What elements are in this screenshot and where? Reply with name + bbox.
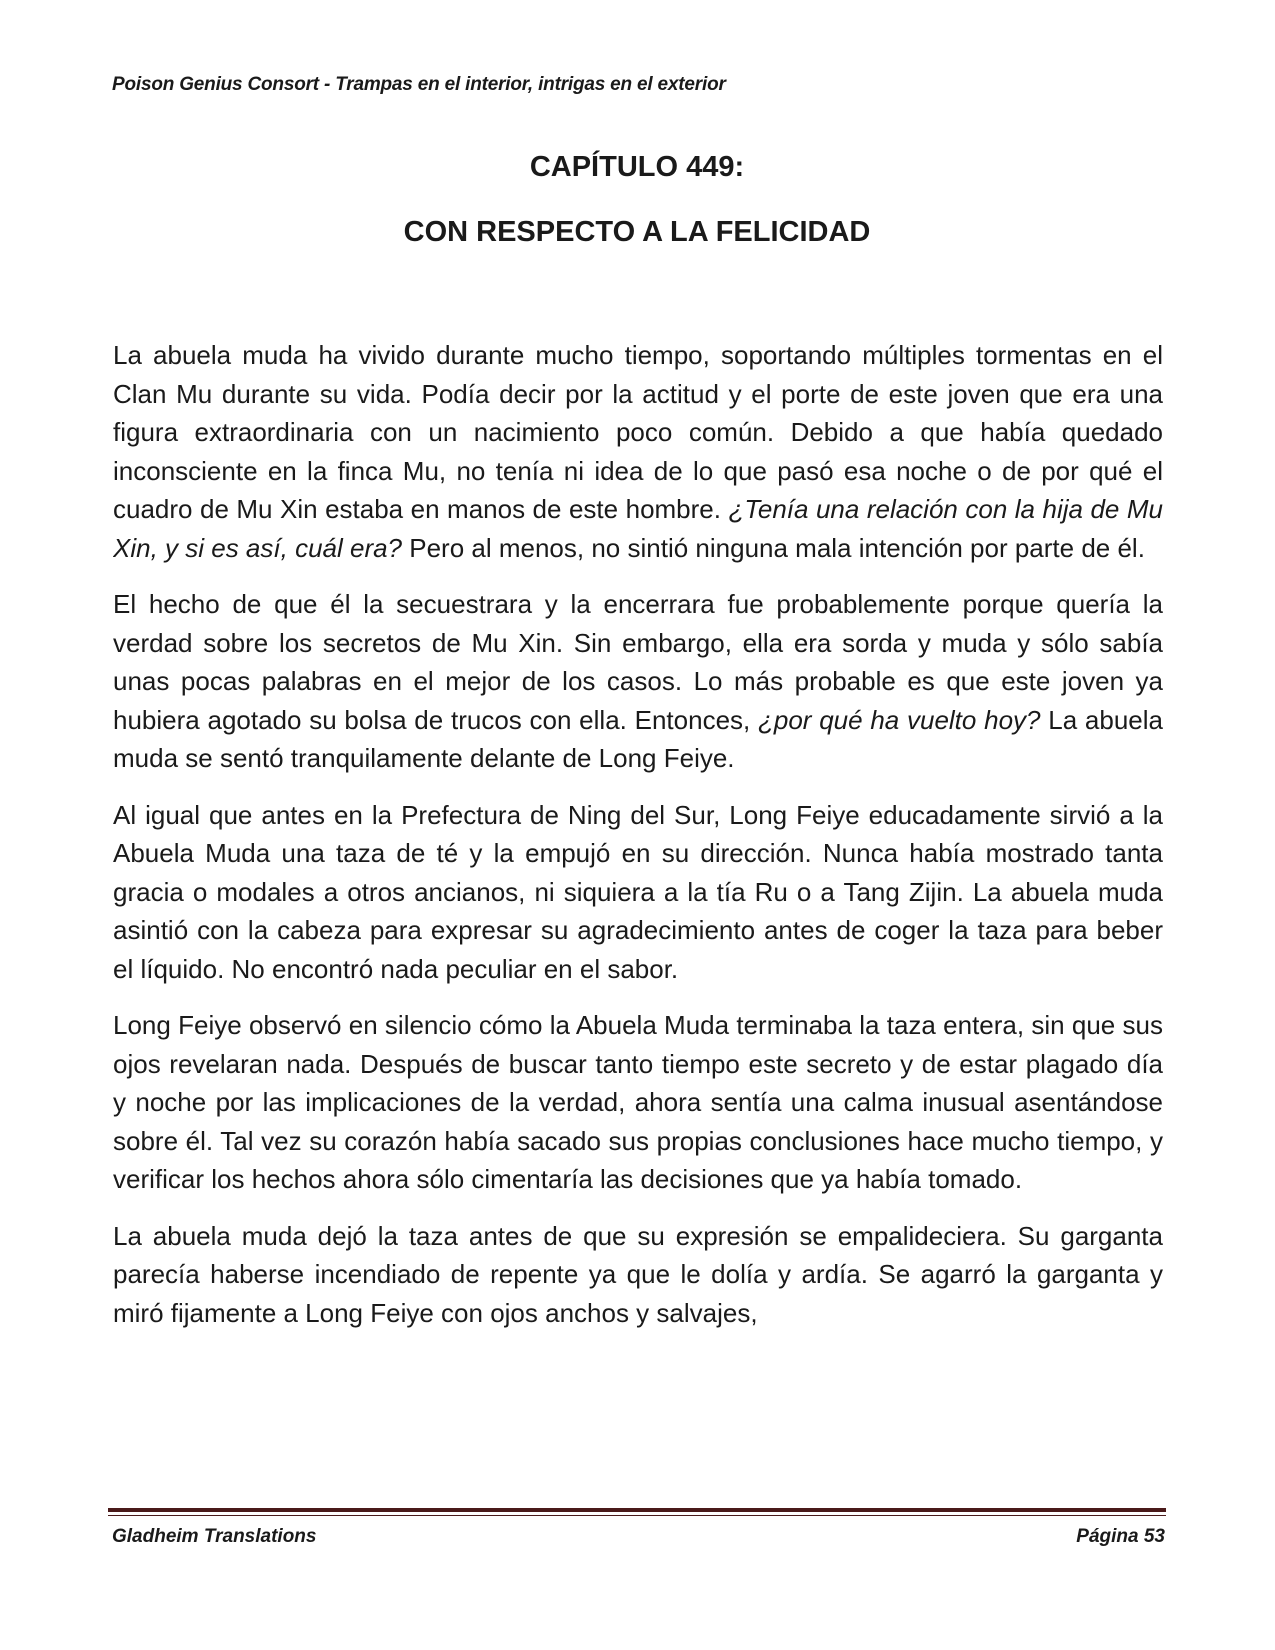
footer-rule [108,1508,1166,1512]
paragraph [113,585,1163,778]
chapter-number: CAPÍTULO 449: [529,151,745,183]
footer-rule-thin [108,1515,1166,1516]
paragraph-italic-thought: ¿Tenía una relación con la hija de Mu Xin, y si es así, cuál era? [113,494,1163,563]
paragraph-text: El hecho de que él la secuestrara y la encerrara fue probablemente porque quería la verdad sobre los secretos de Mu Xin. Sin embargo, ella era sorda y muda y sólo sabía unas pocas palabras en el mejor de los casos. Lo más probable es que este joven ya hubiera agotado su bolsa de trucos con ella. Entonces, [113,589,1163,735]
paragraph: La abuela muda dejó la taza antes de que su expresión se empalideciera. Su garganta parecía haberse incendiado de repente ya que le dolía y ardía. Se agarró la garganta y miró fijamente a Long Feiye con ojos anchos y salvajes, [113,1220,1163,1328]
footer-publisher: Gladheim Translations [112,1526,317,1547]
footer-page-number: Página 53 [1076,1526,1165,1547]
chapter-body [113,336,1163,1524]
chapter-title: CON RESPECTO A LA FELICIDAD [403,216,871,248]
paragraph-text: La abuela muda ha vivido durante mucho tiempo, soportando múltiples tormentas en el Clan Mu durante su vida. Podía decir por la actitud y el porte de este joven que era una figura extraordinaria con un nacimiento poco común. Debido a que había quedado inconsciente en la finca Mu, no tenía ni idea de lo que pasó esa noche o de por qué el cuadro de Mu Xin estaba en manos de este hombre. [113,340,1163,524]
running-header: Poison Genius Consort - Trampas en el interior, intrigas en el exterior [112,74,726,95]
paragraph-text: La abuela muda se sentó tranquilamente delante de Long Feiye. [113,704,1163,773]
paragraph: Long Feiye observó en silencio cómo la Abuela Muda terminaba la taza entera, sin que sus ojos revelaran nada. Después de buscar tanto tiempo este secreto y de estar plagado día y noche por las implicaciones de la verdad, ahora sentía una calma inusual asentándose sobre él. Tal vez su corazón había sacado sus propias conclusiones hace mucho tiempo, y verificar los hechos ahora sólo cimentaría las decisiones que ya había tomado. [113,1010,1163,1194]
paragraph: Al igual que antes en la Prefectura de Ning del Sur, Long Feiye educadamente sirvió a la Abuela Muda una taza de té y la empujó en su dirección. Nunca había mostrado tanta gracia o modales a otros ancianos, ni siquiera a la tía Ru o a Tang Zijin. La abuela muda asintió con la cabeza para expresar su agradecimiento antes de coger la taza para beber el líquido. No encontró nada peculiar en el sabor. [113,799,1163,984]
paragraph-text: Pero al menos, no sintió ninguna mala intención por parte de él. [402,532,1145,563]
paragraph-italic-thought: ¿por qué ha vuelto hoy? [758,704,1041,735]
paragraph [113,336,1163,567]
